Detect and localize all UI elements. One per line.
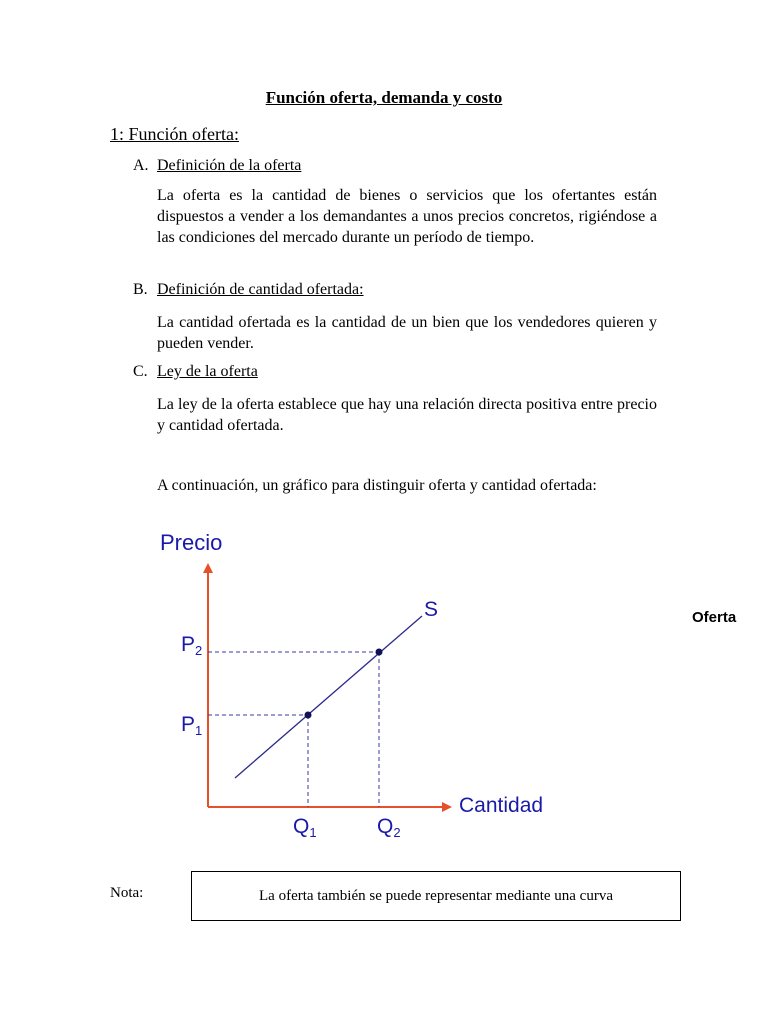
note-text: La oferta también se puede representar mediante una curva bbox=[259, 887, 613, 904]
point-2 bbox=[376, 649, 383, 656]
item-b-title: Definición de cantidad ofertada: bbox=[157, 281, 364, 298]
x-axis-label: Cantidad bbox=[459, 794, 544, 817]
supply-curve bbox=[235, 616, 422, 778]
item-c-title: Ley de la oferta bbox=[157, 363, 258, 380]
q1-subscript: 1 bbox=[309, 825, 317, 840]
q2-letter: Q bbox=[377, 815, 394, 838]
p1-subscript: 1 bbox=[195, 723, 203, 738]
chart-intro: A continuación, un gráfico para distinguir oferta y cantidad ofertada: bbox=[157, 477, 597, 494]
p1-label bbox=[181, 713, 202, 738]
p2-subscript: 2 bbox=[195, 643, 203, 658]
item-a-paragraph: La oferta es la cantidad de bienes o servicios que los ofertantes están dispuestos a vender a los demandantes a unos precios concretos, rigiéndose a las condiciones del mercado durante un período de tiempo. bbox=[157, 187, 657, 246]
nota-label: Nota: bbox=[110, 885, 144, 901]
item-c-heading bbox=[133, 363, 258, 381]
q2-subscript: 2 bbox=[393, 825, 401, 840]
section-heading: 1: Función oferta: bbox=[110, 124, 239, 144]
q1-letter: Q bbox=[293, 815, 310, 838]
p2-label bbox=[181, 633, 202, 658]
item-a-letter: A. bbox=[133, 157, 149, 174]
q1-label bbox=[293, 815, 317, 840]
item-c-paragraph: La ley de la oferta establece que hay una relación directa positiva entre precio y cantidad ofertada. bbox=[157, 396, 657, 434]
y-axis-label: Precio bbox=[160, 530, 223, 555]
point-1 bbox=[305, 712, 312, 719]
item-b-paragraph: La cantidad ofertada es la cantidad de un bien que los vendedores quieren y pueden vender. bbox=[157, 314, 657, 352]
page-title: Función oferta, demanda y costo bbox=[265, 88, 503, 107]
item-c-letter: C. bbox=[133, 363, 148, 380]
supply-diagram bbox=[150, 520, 560, 840]
item-b-letter: B. bbox=[133, 281, 148, 298]
item-a-heading bbox=[133, 157, 301, 175]
item-b-heading bbox=[133, 281, 364, 299]
p2-letter: P bbox=[181, 633, 196, 656]
q2-label bbox=[377, 815, 401, 840]
note-box bbox=[191, 871, 681, 921]
curve-label: S bbox=[424, 598, 439, 621]
p1-letter: P bbox=[181, 713, 196, 736]
item-a-title: Definición de la oferta bbox=[157, 157, 302, 174]
oferta-side-label: Oferta bbox=[692, 609, 737, 626]
